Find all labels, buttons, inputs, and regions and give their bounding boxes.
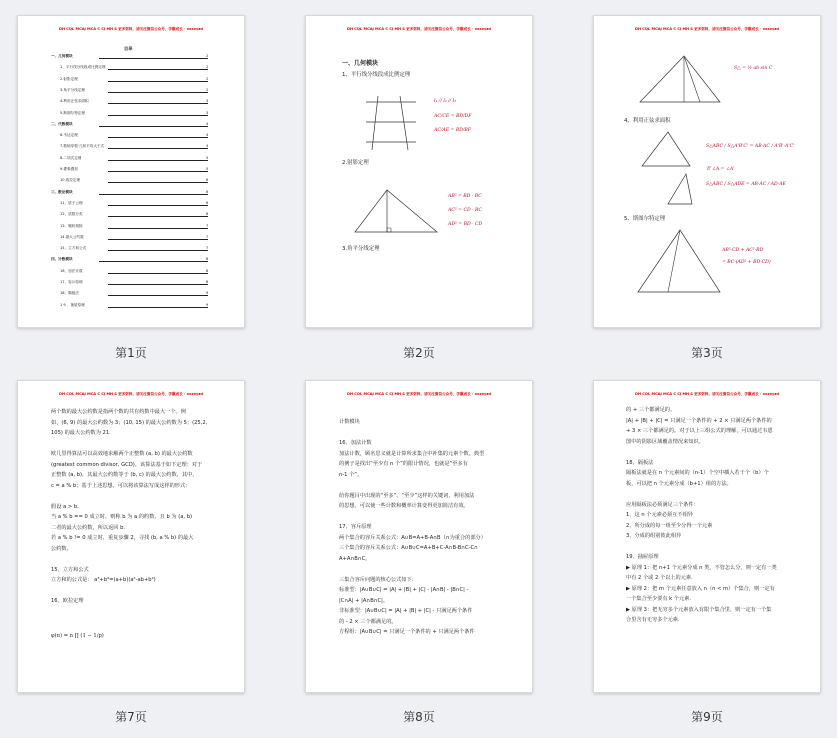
formula-handwritten: 若 ∠A = ∠A' [706,167,735,172]
toc-leader-line [99,194,208,195]
text-line: 欧几里得算法可以高效地求解两个正整数 (a, b) 的最大公约数 [51,451,193,457]
toc-page-number: 2 [206,54,209,58]
toc-leader-line [108,92,208,93]
page-caption-1: 第1页 [115,346,147,360]
toc-page-number: 2 [206,65,209,70]
toc-leader-line [108,205,208,206]
page-caption-2: 第2页 [403,346,435,360]
toc-page-number: 3 [206,99,209,104]
text-line: |C∩A| + |A∩B∩C|。 [339,597,389,604]
toc-leader-line [108,216,208,217]
text-line: 给你题目中出现的“至多”、“至少”这样的关键词，利用加法 [339,492,475,499]
formula-handwritten: AC/CE = BD/DF [434,114,472,119]
text-line: 的 + 三个都满足的。 [626,407,676,413]
text-line: 方程组：|A∪B∪C| = 只满足一个条件的 + 只满足两个条件 [339,629,475,635]
toc-item-label[interactable]: 9.叠乘叠加 [60,167,78,171]
toc-item-label[interactable]: 7.数轴穿根·几何平均大于式 [60,144,105,149]
text-line: 当 a % b == 0 成立时，则称 b 为 a 的约数，且 b 为 (a, b) [51,514,193,520]
formula-handwritten: AB² = BD · BC [448,194,482,199]
formula-handwritten: S△ = ½ ab sin C [734,66,773,71]
toc-leader-line [108,228,208,229]
text-line: A+A∩B∩C。 [339,555,371,562]
page-caption-3: 第3页 [691,346,723,360]
toc-page-number: 7 [206,234,209,239]
toc-item-label[interactable]: 15、立方和公式 [60,246,87,251]
toc-leader-line [108,284,208,285]
text-line: 的 - 2 × 三个都满足的。 [339,618,397,625]
text-line: 加法计数，顾名思义就是计算所求集合中补集的元素个数。典型 [339,450,485,457]
toc-page-number: 3 [206,110,209,115]
text-line: 2、所分成的每一组至少分得一个元素 [626,522,713,529]
toc-item-label[interactable]: 10.欧拉定理 [60,178,81,183]
page-thumbnail-8[interactable] [305,380,533,693]
stewart-triangle-figure [634,228,724,298]
text-line: 计数模块 [339,419,360,425]
text-line: n-1 个”。 [339,471,363,478]
text-line: 中有 2 个或 2 个以上的元素. [626,575,693,581]
toc-item-label[interactable]: 5.斯图尔特定理 [60,110,85,115]
toc-leader-line [108,295,208,296]
toc-page-number: 7 [206,223,209,228]
toc-leader-line [108,171,208,172]
toc-item-label[interactable]: 二、代数模块 [51,121,73,126]
page-header-text: DH CQL MCAJ MCA C CJ MH S 更多资料，请关注微信公众号，学霸成长 · xxxxyzd [635,27,779,31]
toc-title: 目录 [124,46,133,51]
text-line: 两个数的最大公约数是指两个数的共有约数中最大一个。例 [51,409,186,415]
text-line: 合里含有无穷多个元素. [626,617,680,623]
toc-item-label[interactable]: 8.二项式定理 [60,155,82,160]
subsection-heading: 3.角平分线定理 [342,246,380,252]
subsection-heading: 2.射影定理 [342,160,369,166]
text-line: 正整数 (a, b)，其最大公约数等于 (b, c) 的最大公约数，其中， [51,472,198,478]
text-line: 一个集合至少要有 k 个元素. [626,596,692,602]
text-line: 16、加法计数 [339,440,372,446]
formula-handwritten: AB²·CD + AC²·BD [722,248,764,253]
toc-item-label[interactable]: 2.射影定理 [60,76,78,81]
toc-page-number: 9 [206,291,209,296]
toc-leader-line [99,58,208,59]
toc-leader-line [108,81,208,82]
text-line: 如，(6, 9) 的最大公约数为 3；(10, 15) 的最大公约数为 5；(25,2, [51,419,208,426]
text-line: 隔板法就是在 n 个元素间的（n-1）个空中插入若干个（b）个 [626,470,769,476]
subsection-heading: 1、平行线分线段成比例定理 [342,72,411,78]
toc-item-label[interactable]: 11、质子公理 [60,200,83,205]
text-line: 三集合容斥问题的核心公式如下： [339,576,417,583]
formula-handwritten: AC² = CD · BC [448,208,482,213]
toc-page-number: 5 [206,155,209,160]
parallel-lines-figure [366,94,426,154]
toc-item-label[interactable]: 3.角平分线定理 [60,87,85,92]
toc-page-number: 9 [206,302,209,307]
page-header-text: DH CQL MCAJ MCA C CJ MH S 更多资料，请关注微信公众号，学霸成长 · xxxxyzd [347,392,491,396]
page-thumbnail-9[interactable] [593,380,821,693]
toc-leader-line [108,307,208,308]
text-line: 16、欧拉定理 [51,598,84,604]
toc-item-label[interactable]: 14.最大公约数 [60,234,84,239]
text-line: 板，可以把 n 个元素分成（b+1）组的方法。 [626,480,732,487]
text-line: 若 a % b != 0 成立时，重复步骤 2，寻找 (b, a % b) 的最大 [51,535,194,541]
text-line: 标准型：|A∪B∪C| = |A| + |B| + |C| - |A∩B| - |B∩C| - [339,587,469,593]
page-caption-7: 第7页 [115,710,147,724]
page-header-text: DH CQL MCAJ MCA C CJ MH S 更多资料，请关注微信公众号，学霸成长 · xxxxyzd [635,392,779,396]
toc-page-number: 6 [206,212,209,217]
toc-item-label[interactable]: 1、平行线分线段成比例定理 [60,65,106,70]
page-caption-9: 第9页 [691,710,723,724]
toc-leader-line [108,273,208,274]
toc-item-label[interactable]: 17、容斥原理 [60,280,83,284]
toc-leader-line [108,148,208,149]
formula-handwritten: S△ABC / S△ADE = AB·AC / AD·AE [706,182,786,187]
toc-page-number: 8 [206,268,209,273]
page-thumbnail-1[interactable] [17,15,245,328]
toc-leader-line [108,137,208,138]
page-caption-8: 第8页 [403,710,435,724]
toc-page-number: 7 [206,246,209,251]
text-line: 应用隔板法必须满足三个条件： [626,501,699,508]
toc-leader-line [99,126,208,127]
text-line: 的思想，可以使一些计数和概率计算变得更加简洁有效。 [339,503,469,509]
text-line: ▶ 原理 3：把无穷多个元素放入有限个集合里，则一定有一个集 [626,606,772,613]
euler-formula: φ(n) = n ∏ (1 − 1/p) [51,633,104,639]
page-thumbnail-7[interactable] [17,380,245,693]
toc-leader-line [108,115,208,116]
toc-leader-line [108,239,208,240]
formula-handwritten: = BC·(AD² + BD·CD) [722,260,771,265]
toc-page-number: 5 [206,167,209,171]
toc-item-label[interactable]: 12、质数分类 [60,212,83,217]
formula-handwritten: AD² = BD · CD [448,222,483,227]
toc-page-number: 4 [206,144,209,149]
text-line: 假设 a > b. [51,503,79,510]
toc-leader-line [108,250,208,251]
toc-page-number: 4 [206,121,209,126]
toc-leader-line [108,160,208,161]
text-line: 19、抽屉原理 [626,554,659,560]
toc-leader-line [108,103,208,104]
text-line: 1、这 n 个元素必须互不相异 [626,512,693,518]
text-line: 两个集合的容斥关系公式：A∪B=A+B-A∩B（∩为重合的部分） [339,534,486,541]
similar-triangles-figure [638,128,708,208]
text-line: |A| + |B| + |C| = 只满足一个条件的 + 2 × 只满足两个条件的 [626,417,772,424]
section-heading: 一、几何模块 [342,60,379,67]
triangle-figure-top [632,54,732,106]
text-line: 的例子是找出“至少有 n 个”的限计情况，也就是“至多有 [339,461,468,467]
page-header-text: DH CQL MCAJ MCA C CJ MH S 更多资料，请关注微信公众号，学霸成长 · xxxxyzd [59,392,203,396]
toc-page-number: 4 [206,133,209,138]
toc-page-number: 6 [206,200,209,205]
toc-item-label[interactable]: 1 9 、抽屉原理 [60,302,85,307]
toc-item-label[interactable]: 一、几何模块 [51,54,73,58]
right-triangle-figure [351,188,441,238]
text-line: 15、立方和公式 [51,566,89,573]
toc-page-number: 8 [206,280,209,284]
toc-page-number: 6 [206,189,209,194]
page-header-text: DH CQL MCAJ MCA C CJ MH S 更多资料，请关注微信公众号，学霸成长 · xxxxyzd [347,27,491,31]
text-line: (greatest common divisor, GCD)。该算法基于如下定理：对于 [51,461,203,468]
text-line: 图中的阴影区域覆盖情况来知识。 [626,438,704,445]
toc-leader-line [108,69,208,70]
text-line: c = a % b；基于上述思想，可以将该算法写成这样的形式： [51,482,191,489]
page-header-text: DH CQL MCAJ MCA C CJ MH S 更多资料，请关注微信公众号，学霸成长 · xxxxyzd [59,27,203,31]
text-line: ▶ 原理 2：把 m 个元素任意放入 n（n < m）个集合，则一定有 [626,585,775,592]
text-line: 105) 的最大公约数为 21. [51,430,111,436]
toc-item-label[interactable]: 16、加法计数 [60,268,83,273]
toc-item-label[interactable]: 4.利用正弦求面积 [60,99,89,104]
toc-page-number: 2 [206,76,209,81]
toc-page-number: 2 [206,87,209,92]
text-line: 17、容斥原理 [339,524,372,530]
page-thumbnail-2[interactable] [305,15,533,328]
toc-page-number: 6 [206,178,209,183]
toc-leader-line [99,261,208,262]
text-line: 3、分成的组别彼此相异 [626,533,682,539]
toc-item-label[interactable]: 18、隔板法 [60,291,79,296]
text-line: 18、隔板法 [626,459,654,466]
text-line: + 3 × 三个都满足的。对于以上三组公式的理解，可以通过韦恩 [626,428,773,434]
formula-handwritten: l₁ // l₂ // l₃ [434,99,456,104]
toc-page-number: 8 [206,257,209,262]
toc-item-label[interactable]: 三、数论模块 [51,189,73,194]
toc-item-label[interactable]: 6.韦达定理 [60,133,78,138]
text-line: ▶ 原理 1：把 n+1 个元素分成 n 类，不管怎么分，则一定有一类 [626,564,777,571]
subsection-heading: 5、斯图尔特定理 [624,216,666,222]
formula-handwritten: S△ABC / S△A'B'C' = AB·AC / A'B'·A'C' [706,144,795,149]
formula-handwritten: AC/AE = BD/BF [434,128,471,133]
toc-item-label[interactable]: 四、计数模块 [51,257,73,262]
toc-leader-line [108,182,208,183]
text-line: 立方和的公式是： a³+b³=(a+b)(a²-ab+b²) [51,577,156,583]
page-thumbnail-3[interactable] [593,15,821,328]
text-line: 非标准型：|A∪B∪C| = |A| + |B| + |C| - 只满足两个条件 [339,608,473,614]
toc-item-label[interactable]: 13、辗转相除 [60,223,83,228]
subsection-heading: 4、利用正弦求面积 [624,118,671,124]
text-line: 公约数。 [51,545,72,552]
text-line: 三个集合的容斥关系公式：A∪B∪C=A+B+C-A∩B-B∩C-C∩ [339,545,478,551]
text-line: 二者的最大公约数，所以返回 b. [51,524,126,531]
